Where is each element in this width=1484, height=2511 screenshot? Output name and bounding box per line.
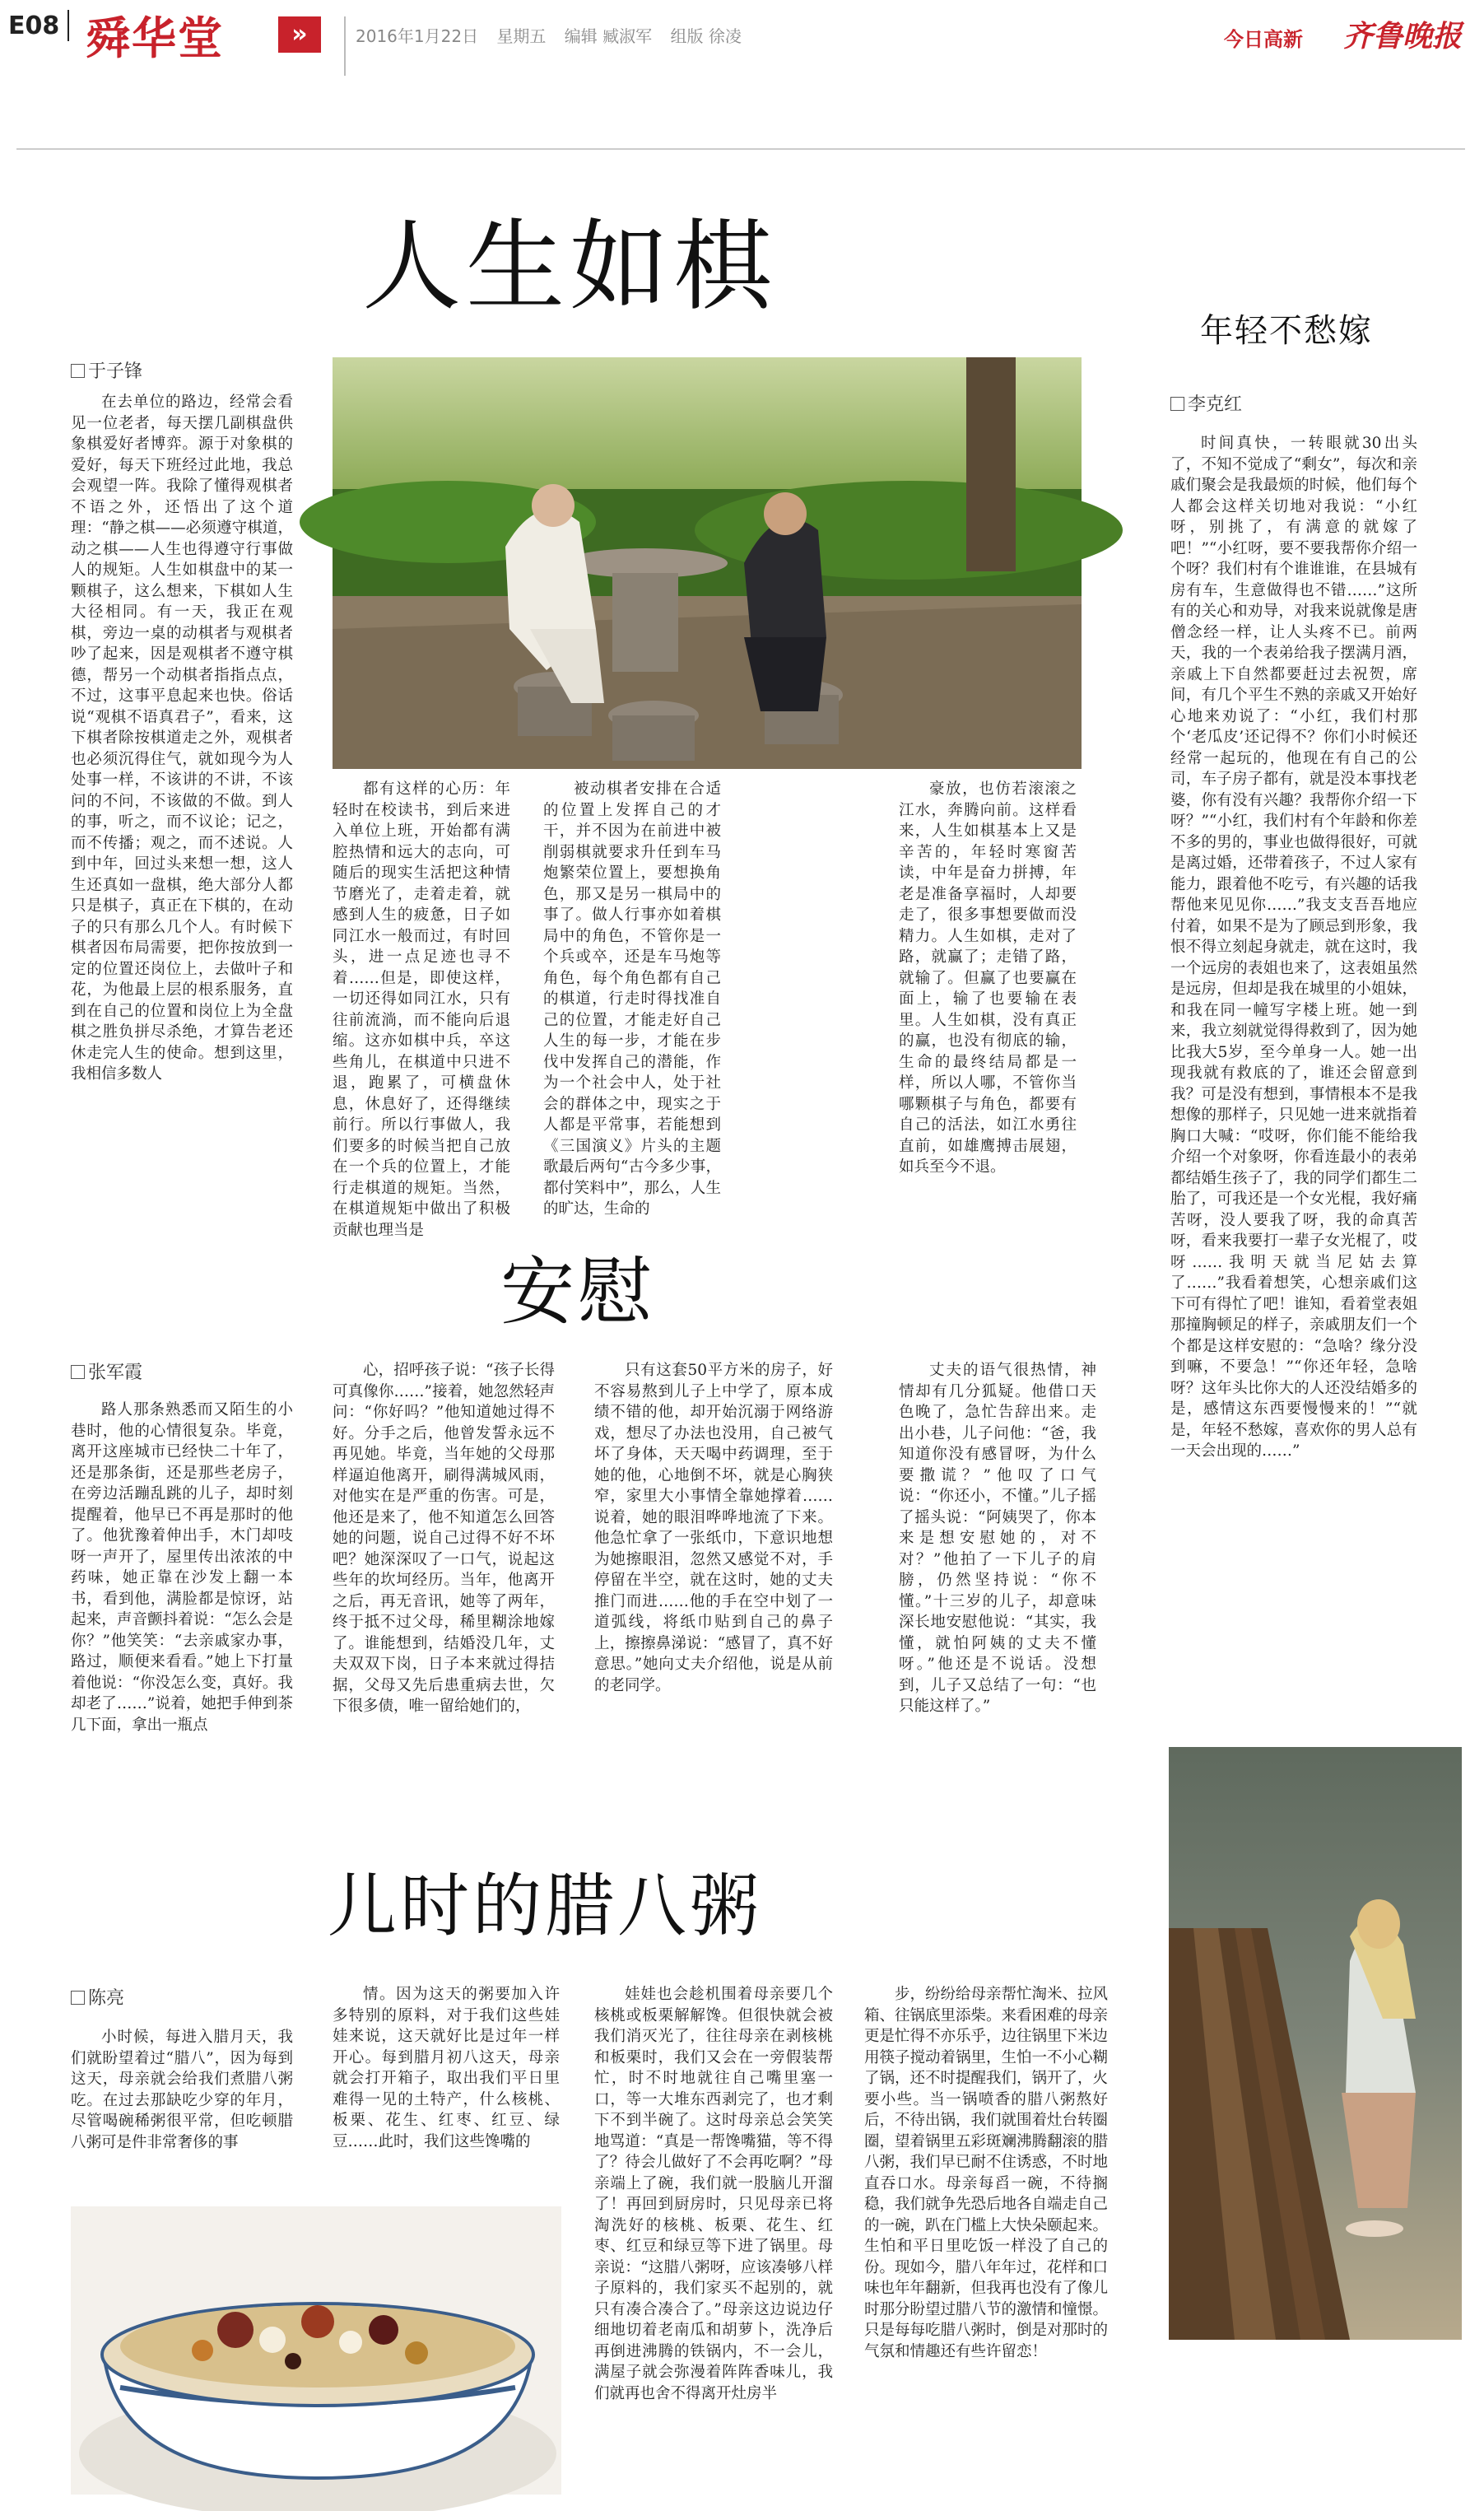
paragraph: 心，招呼孩子说：“孩子长得可真像你……”接着，她忽然轻声问：“你好吗？”他知道她过得不好。分手之后，他曾发誓永远不再见她。毕竟，当年她的父母那样逼迫他离开，刷得满城风雨，对他实在是严重的伤害。可是，他还是来了，他不知道怎么回答她的问题，说自己过得不好不坏吧？她深深叹了一口气，说起这些年的坎坷经历。当年，他离开之后，再无音讯，她等了两年，终于抵不过父母，稀里糊涂地嫁了。谁能想到，结婚没几年，丈夫双双下岗，日子本来就过得拮据，父母又先后患重病去世，欠下很多债，唯一留给她们的， bbox=[333, 1362, 555, 1715]
laba-porridge-photo bbox=[71, 2206, 561, 2495]
chess-players-photo bbox=[333, 357, 1082, 769]
article-a4-col-2 bbox=[333, 1984, 560, 2192]
issue-weekday: 星期五 bbox=[496, 26, 547, 46]
article-a2-col bbox=[1170, 433, 1417, 1721]
page-number: E08 bbox=[8, 12, 60, 40]
paragraph: 时间真快，一转眼就30出头了，不知不觉成了“剩女”，每次和亲戚们聚会是我最烦的时候，他们每个人都会这样关切地对我说：“小红呀，别挑了，有满意的就嫁了吧！”“小红呀，要不要我帮你介绍一个呀？我们村有个谁谁谁，在县城有房有车，生意做得也不错……”这所有的关心和劝导，对我来说就像是唐僧念经一样，让人头疼不已。前两天，我的一个表弟给我子摆满月酒，亲戚上下自然都要赶过去祝贺，席间，有几个平生不熟的亲戚又开始好心地来劝说了：“小红，我们村那个‘老瓜皮’还记得不？你们小时候还经常一起玩的，他现在有自己的公司，车子房子都有，就是没本事找老婆，你有没有兴趣？我帮你介绍一下呀？”“小红，我们村有个年龄和你差不多的男的，事业也做得很好，可就是离过婚，还带着孩子，不过人家有能力，跟着他不吃亏，有兴趣的话我帮他来见见你……”我支支吾吾地应付着，如果不是为了顾忌到形象，我恨不得立刻起身就走，就在这时，我一个远房的表姐也来了，这表姐虽然是远房，但却是我在城里的小姐妹，和我在同一幢写字楼上班。她一到来，我立刻就觉得得救到了，因为她比我大5岁，至今单身一人。她一出现我就有救底的了，谁还会留意到我？可是没有想到，事情根本不是我想像的那样子，只见她一进来就指着胸口大喊：“哎呀，你们能不能给我介绍一个对象呀，你看连最小的表弟都结婚生孩子了，我的同学们都生二胎了，可我还是一个女光棍，我好痛苦呀，没人要我了呀，我的命真苦呀，看来我要打一辈子女光棍了，哎呀……我明天就当尼姑去算了……”我看着想笑，心想亲戚们这下可有得忙了吧！谁知，看着堂表姐那撞胸顿足的样子，亲戚朋友们一个个都是这样安慰的：“急啥？缘分没到嘛，不要急！”“你还年轻，急啥呀？这年头比你大的人还没结婚多的是，感情这东西要慢慢来的！”“就是，年轻不愁嫁，喜欢你的男人总有一天会出现的……” bbox=[1170, 435, 1417, 1460]
paragraph: 都有这样的心历：年轻时在校读书，到后来进入单位上班，开始都有满腔热情和远大的志向，可随后的现实生活把这种情节磨光了，走着走着，就感到人生的疲惫，日子如同江水一般而过，有时回头，进一点足迹也寻不着……但是，即使这样，一切还得如同江水，只有往前流淌，而不能向后退缩。这亦如棋中兵，卒这些角儿，在棋道中只进不退，跑累了，可横盘休息，休息好了，还得继续前行。所以行事做人，我们要多的时候当把自己放在一个兵的位置上，才能行走棋道的规矩。当然，在棋道规矩中做出了积极贡献也理当是 bbox=[333, 780, 510, 1239]
paragraph: 在去单位的路边，经常会看见一位老者，每天摆几副棋盘供象棋爱好者博弈。源于对象棋的爱好，每天下班经过此地，我总会观望一阵。我除了懂得观棋者不语之外，还悟出了这个道理：“静之棋——必须遵守棋道，动之棋——人生也得遵守行事做人的规矩。人生如棋盘中的某一颗棋子，这么想来，下棋如人生大径相同。有一天，我正在观棋，旁边一桌的动棋者与观棋者吵了起来，因是观棋者不遵守棋德，帮另一个动棋者指指点点，不过，这事平息起来也快。俗话说“观棋不语真君子”，看来，这下棋者除按棋道走之外，观棋者也必须沉得住气，就如现今为人处事一样，不该讲的不讲，不该问的不问，不该做的不做。到人的事，听之，而不议论；记之，而不传播；观之，而不述说。人到中年，回过头来想一想，这人生还真如一盘棋，绝大部分人都只是棋子，真正在下棋的，在动子的只有那么几个人。有时候下棋者因布局需要，把你按放到一定的位置还岗位上，去做叶子和花，为他最上层的根系服务，直到在自己的位置和岗位上为全盘棋之胜负拼尽杀绝，才算告老还休走完人生的使命。想到这里，我相信多数人 bbox=[71, 394, 293, 1083]
newspaper-logo: 齐鲁晚报 bbox=[1343, 19, 1463, 54]
article-a3-col-3 bbox=[594, 1360, 833, 1811]
byline-box-icon bbox=[1170, 397, 1184, 411]
paragraph: 只有这套50平方米的房子，好不容易熬到儿子上中学了，原本成绩不错的他，却开始沉溺于网络游戏，想尽了办法也没用，自己被气坏了身体，天天喝中药调理，至于她的他，心地倒不坏，就是心胸狭窄，家里大小事情全靠她撑着……说着，她的眼泪哗哗地流了下来。他急忙拿了一张纸巾，下意识地想为她擦眼泪，忽然又感觉不对，手停留在半空，就在这时，她的丈夫推门而进……他的手在空中划了一道弧线，将纸巾贴到自己的鼻子上，擦擦鼻涕说：“感冒了，真不好意思。”她向丈夫介绍他，说是从前的老同学。 bbox=[594, 1362, 833, 1694]
paragraph: 被动棋者安排在合适的位置上发挥自己的才干，并不因为在前进中被削弱棋就要求升任到车马炮繁荣位置上，要想换角色，那又是另一棋局中的事了。做人行事亦如着棋局中的角色，不管你是一个兵或卒，还是车马炮等角色，每个角色都有自己的棋道，行走时得找准自己的位置，才能走好自己人生的每一步，才能在步伐中发挥自己的潜能，作为一个社会中人，处于社会的群体之中，现实之于人都是平常事，若能想到《三国演义》片头的主题歌最后两句“古今多少事，都付笑料中”，那么，人生的旷达，生命的 bbox=[543, 780, 721, 1218]
paragraph: 情。因为这天的粥要加入许多特别的原料，对于我们这些娃娃来说，这天就好比是过年一样开心。每到腊月初八这天，母亲就会打开箱子，取出我们平日里难得一见的土特产，什么核桃、板栗、花生、红枣、红豆、绿豆……此时，我们这些馋嘴的 bbox=[333, 1986, 560, 2150]
author-name: 张军霞 bbox=[88, 1363, 143, 1383]
article-a1-col-3 bbox=[543, 779, 721, 1218]
article-a1-col-1 bbox=[71, 392, 293, 1167]
paragraph: 娃娃也会趁机围着母亲要几个核桃或板栗解解馋。但很快就会被我们消灭光了，往往母亲在剥核桃和板栗时，我们又会在一旁假装帮忙，时不时地就往自己嘴里塞一口，等一大堆东西剥完了，也才剩下不到半碗了。这时母亲总会笑笑地骂道：“真是一帮馋嘴猫，等不得了？待会儿做好了不会再吃啊？”母亲端上了碗，我们就一股脑儿开溜了！再回到厨房时，只见母亲已将淘洗好的核桃、板栗、花生、红枣、红豆和绿豆等下进了锅里。母亲说：“这腊八粥呀，应该凑够八样子原料的，我们家买不起别的，就只有凑合凑合了。”母亲这边说边仔细地切着老南瓜和胡萝卜，洗净后再倒进沸腾的铁锅内，不一会儿，满屋子就会弥漫着阵阵香味儿，我们就再也舍不得离开灶房半 bbox=[594, 1986, 833, 2402]
paragraph: 路人那条熟悉而又陌生的小巷时，他的心情很复杂。毕竟，离开这座城市已经快二十年了，还是那条街，还是那些老房子，在旁边活蹦乱跳的儿子，却时刻提醒着，他早已不再是那时的他了。他犹豫着伸出手，木门却吱呀一声开了，屋里传出浓浓的中药味，她正靠在沙发上翻一本书，看到他，满脸都是惊讶，站起来，声音颤抖着说：“怎么会是你？”他笑笑：“去亲戚家办事，路过，顺便来看看。”她上下打量着他说：“你没怎么变，真好。我却老了……”说着，她把手伸到茶几下面，拿出一瓶点 bbox=[71, 1401, 293, 1734]
article-title-not-worried-marry: 年轻不愁嫁 bbox=[1200, 312, 1373, 350]
article-a3-col-1 bbox=[71, 1400, 293, 1811]
issue-date: 2016年1月22日 bbox=[356, 26, 479, 46]
article-a4-col-3 bbox=[594, 1984, 833, 2486]
author-name: 李克红 bbox=[1188, 394, 1243, 415]
issue-editor: 编辑 臧淑军 bbox=[564, 26, 653, 46]
author-name: 于子锋 bbox=[88, 361, 143, 382]
article-a3-col-2 bbox=[333, 1360, 555, 1811]
today-label: 今日高新 bbox=[1224, 28, 1303, 51]
article-a4-col-4 bbox=[864, 1984, 1108, 2486]
section-name: 舜华堂 bbox=[86, 12, 224, 64]
byline-a4 bbox=[71, 1984, 124, 2010]
author-name: 陈亮 bbox=[88, 1988, 125, 2009]
article-a3-col-4 bbox=[899, 1360, 1096, 1811]
paragraph: 丈夫的语气很热情，神情却有几分狐疑。他借口天色晚了，急忙告辞出来。走出小巷，儿子问他：“爸，我知道你没有感冒呀，为什么要撒谎？”他叹了口气说：“你还小，不懂。”儿子摇了摇头说：“阿姨哭了，你本来是想安慰她的，对不对？”他拍了一下儿子的肩膀，仍然坚持说：“你不懂。”十三岁的儿子，却意味深长地安慰他说：“其实，我懂，就怕阿姨的丈夫不懂呀。”他还是不说话。没想到，儿子又总结了一句：“也只能这样了。” bbox=[899, 1362, 1096, 1715]
issue-layout: 组版 徐凌 bbox=[670, 26, 742, 46]
header-vertical-divider bbox=[344, 16, 346, 76]
article-a1-col-4 bbox=[899, 779, 1077, 1176]
arrow-icon: » bbox=[278, 16, 321, 53]
header-rule bbox=[16, 148, 1465, 150]
byline-box-icon bbox=[71, 364, 85, 378]
header-divider bbox=[67, 10, 69, 41]
paragraph: 小时候，每进入腊月天，我们就盼望着过“腊八”，因为每到这天，母亲就会给我们煮腊八粥吃。在过去那缺吃少穿的年月，尽管喝碗稀粥很平常，但吃顿腊八粥可是件非常奢侈的事 bbox=[71, 2029, 293, 2151]
issue-meta bbox=[356, 23, 755, 47]
article-a1-col-2 bbox=[333, 779, 510, 1239]
byline-a2 bbox=[1170, 390, 1242, 416]
byline-box-icon bbox=[71, 1991, 85, 2005]
paragraph: 步，纷纷给母亲帮忙淘米、拉风箱、往锅底里添柴。来看困难的母亲更是忙得不亦乐乎，边往锅里下米边用筷子搅动着锅里，生怕一不小心糊了锅，还不时提醒我们，锅开了，火要小些。当一锅喷香的腊八粥熬好后，不待出锅，我们就围着灶台转圈圈，望着锅里五彩斑斓沸腾翻滚的腊八粥，我们早已耐不住诱惑，不时地直吞口水。母亲每舀一碗，不待搁稳，我们就争先恐后地各自端走自己的一碗，趴在门槛上大快朵颐起来。生怕和平日里吃饭一样没了自己的份。现如今，腊八年年过，花样和口味也年年翻新，但我再也没有了像儿时那分盼望过腊八节的激情和憧憬。只是每每吃腊八粥时，倒是对那时的气氛和情趣还有些许留恋！ bbox=[864, 1986, 1109, 2360]
byline-a1 bbox=[71, 357, 142, 383]
girl-on-boardwalk-photo bbox=[1169, 1747, 1462, 2340]
article-a4-col-1 bbox=[71, 2027, 293, 2192]
article-title-life-chess: 人生如棋 bbox=[362, 210, 777, 324]
article-title-comfort: 安慰 bbox=[500, 1249, 655, 1335]
byline-a3 bbox=[71, 1358, 142, 1384]
article-title-laba-porridge: 儿时的腊八粥 bbox=[328, 1866, 763, 1946]
byline-box-icon bbox=[71, 1365, 85, 1379]
paragraph: 豪放，也仿若滚滚之江水，奔腾向前。这样看来，人生如棋基本上又是辛苦的，年轻时寒窗苦读，中年是奋力拼搏，年老是准备享福时，人却要走了，很多事想要做而没精力。人生如棋，走对了路，就赢了；走错了路，就输了。但赢了也要赢在面上，输了也要输在表里。人生如棋，没有真正的赢，也没有彻底的输，生命的最终结局都是一样，所以人哪，不管你当哪颗棋子与角色，都要有自己的活法，如江水勇往直前，如雄鹰搏击展翅，如兵至今不退。 bbox=[899, 780, 1077, 1176]
